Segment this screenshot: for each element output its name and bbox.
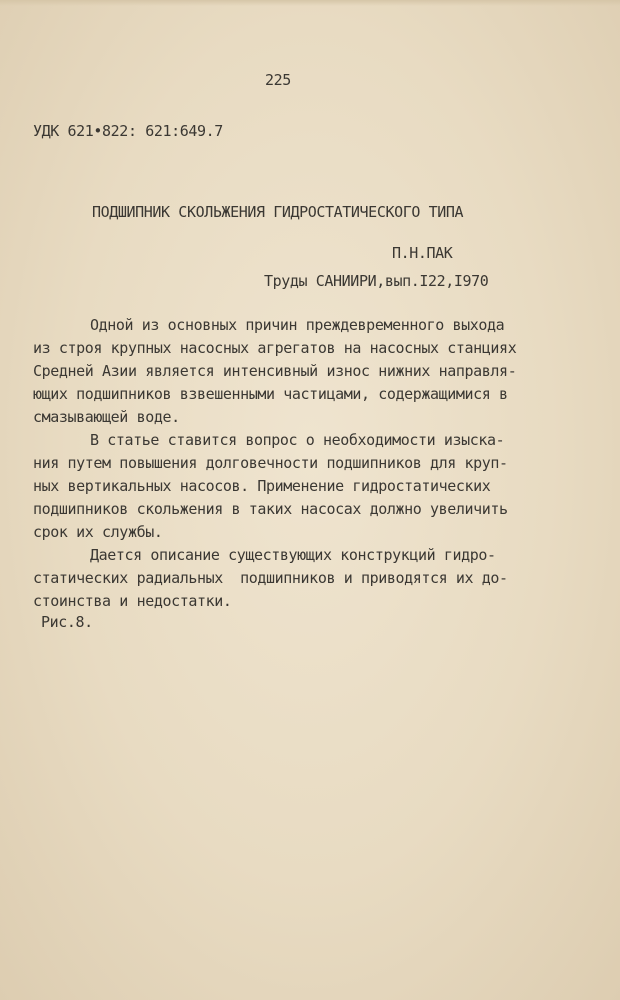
- page-edge-shadow: [0, 0, 620, 6]
- article-title: ПОДШИПНИК СКОЛЬЖЕНИЯ ГИДРОСТАТИЧЕСКОГО ТИПА: [92, 203, 464, 221]
- abstract-line: срок их службы.: [33, 523, 163, 541]
- abstract-line: ния путем повышения долговечности подшипников для круп-: [33, 454, 508, 472]
- abstract-line: ных вертикальных насосов. Применение гидростатических: [33, 477, 491, 495]
- abstract-line: стоинства и недостатки.: [33, 592, 232, 610]
- abstract-line: из строя крупных насосных агрегатов на насосных станциях: [33, 339, 517, 357]
- abstract-line: ющих подшипников взвешенными частицами, содержащимися в: [33, 385, 508, 403]
- page-number: 225: [265, 71, 291, 89]
- abstract-line: статических радиальных подшипников и приводятся их до-: [33, 569, 508, 587]
- source-citation: Труды САНИИРИ,вып.I22,I970: [264, 272, 489, 290]
- author-name: П.Н.ПАК: [392, 244, 453, 262]
- figure-reference: Рис.8.: [41, 613, 93, 631]
- abstract-line: Одной из основных причин преждевременного выхода: [90, 316, 505, 334]
- udc-code: УДК 621•822: 621:649.7: [33, 122, 223, 140]
- abstract-line: В статье ставится вопрос о необходимости изыска-: [90, 431, 505, 449]
- abstract-line: Дается описание существующих конструкций гидро-: [90, 546, 496, 564]
- abstract-line: подшипников скольжения в таких насосах должно увеличить: [33, 500, 508, 518]
- abstract-line: смазывающей воде.: [33, 408, 180, 426]
- abstract-line: Средней Азии является интенсивный износ нижних направля-: [33, 362, 517, 380]
